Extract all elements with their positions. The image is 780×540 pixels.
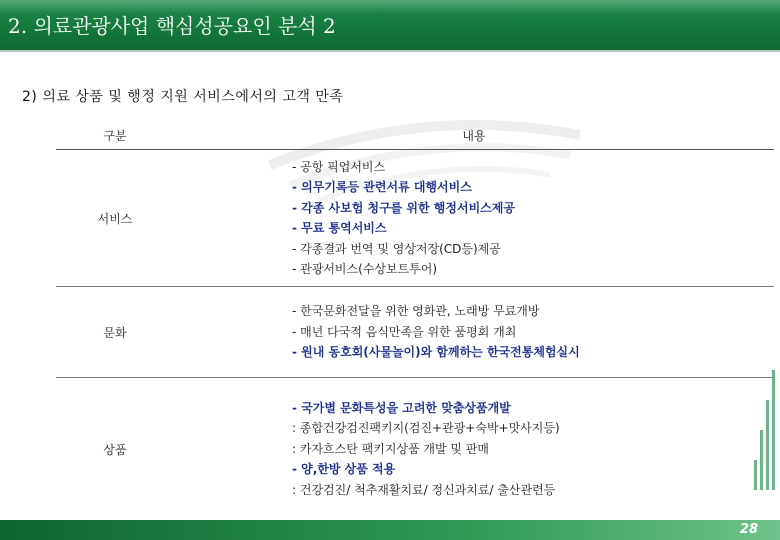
section-subtitle: 2) 의료 상품 및 행정 지원 서비스에서의 고객 만족 bbox=[22, 89, 344, 105]
list-item: : 카자흐스탄 팩키지상품 개발 및 판매 bbox=[292, 441, 489, 456]
list-item: : 종합건강검진팩키지(검진+관광+숙박+맛사지등) bbox=[292, 421, 560, 436]
row-category: 서비스 bbox=[56, 150, 174, 287]
list-item: : 건강검진/ 척추재활치료/ 정신과치료/ 출산관련등 bbox=[292, 482, 556, 497]
table-row bbox=[56, 378, 774, 521]
table-row bbox=[56, 287, 774, 378]
list-item: - 무료 통역서비스 bbox=[292, 221, 387, 235]
list-item: - 매년 다국적 음식만족을 위한 품평회 개최 bbox=[292, 324, 517, 339]
table-row bbox=[56, 150, 774, 287]
list-item: - 관광서비스(수상보트투어) bbox=[292, 262, 438, 276]
row-category: 문화 bbox=[56, 287, 174, 378]
list-item: - 원내 동호회(사물놀이)와 함께하는 한국전통체험실시 bbox=[292, 345, 580, 360]
page-number: 28 bbox=[739, 522, 758, 537]
side-decoration bbox=[752, 370, 780, 520]
row-category: 상품 bbox=[56, 378, 174, 521]
row-items bbox=[174, 150, 774, 287]
row-items bbox=[174, 287, 774, 378]
slide-title: 2. 의료관광사업 핵심성공요인 분석 2 bbox=[8, 14, 336, 38]
footer-bar bbox=[0, 520, 780, 540]
title-bar bbox=[0, 0, 780, 50]
list-item: - 공항 픽업서비스 bbox=[292, 159, 386, 174]
content-table bbox=[56, 121, 774, 521]
row-items bbox=[174, 378, 774, 521]
list-item: - 각종 사보험 청구를 위한 행정서비스제공 bbox=[292, 200, 515, 215]
table-header-row bbox=[56, 121, 774, 150]
list-item: - 국가별 문화특성을 고려한 맞춤상품개발 bbox=[292, 400, 511, 415]
list-item: - 의무기록등 관련서류 대행서비스 bbox=[292, 180, 472, 194]
header-content: 내용 bbox=[174, 121, 774, 150]
list-item: - 한국문화전달을 위한 영화관, 노래방 무료개방 bbox=[292, 304, 540, 319]
header-category: 구분 bbox=[56, 121, 174, 150]
list-item: - 각종결과 번역 및 영상저장(CD등)제공 bbox=[292, 241, 501, 256]
list-item: - 양,한방 상품 적용 bbox=[292, 462, 396, 477]
title-divider bbox=[0, 50, 780, 52]
